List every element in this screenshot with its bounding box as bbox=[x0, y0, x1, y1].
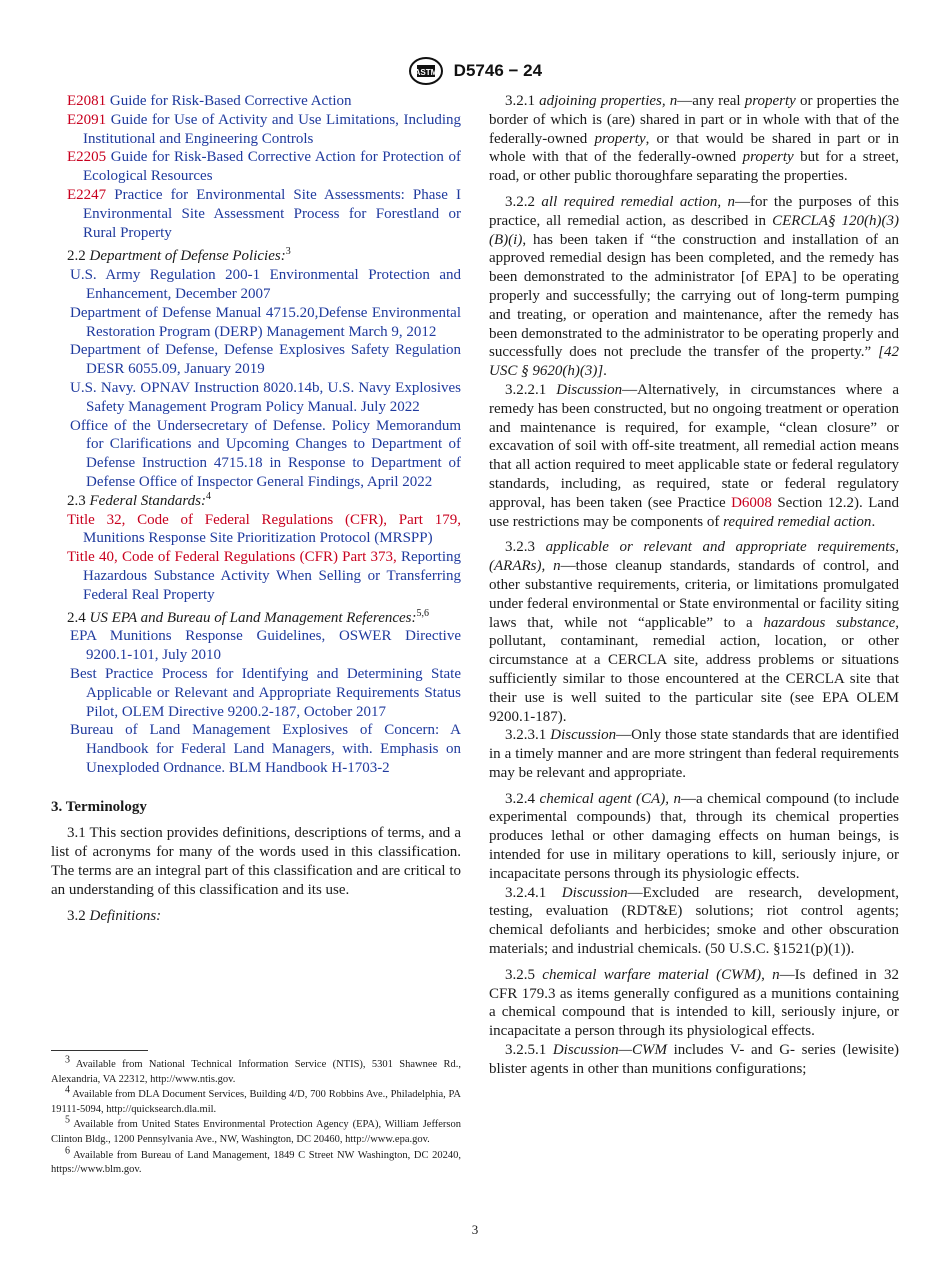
svg-text:ASTM: ASTM bbox=[414, 68, 438, 77]
footnote: $^3$ Available from National Technical Information Service (NTIS), 5301 Shawnee Rd., Alexandria, VA 22312, http://www.ntis.gov. bbox=[51, 1054, 461, 1085]
reference-e2081: E2081 Guide for Risk-Based Corrective Action bbox=[67, 93, 352, 109]
reference-link[interactable]: E2247 bbox=[67, 186, 107, 203]
right-column bbox=[489, 92, 899, 1079]
footnote: $^6$ Available from Bureau of Land Management, 1849 C Street NW Washington, DC 20240, https://www.blm.gov. bbox=[51, 1145, 462, 1176]
astm-logo-icon bbox=[408, 56, 444, 86]
discussion-3-2-2-1: 3.2.2.1 Discussion—Alternatively, in circumstances where a remedy has been constructed, but no ongoing treatment or operation and maintenance is required, for example, “clean closure” or excavation of soil with off-site treatment, all remedial action means that all action required to meet applicable state or federal regulatory standards, including, as required, state or federal regulatory approval, has been taken (see Practice D6008 Section 12.2). Land use restrictions may be components of required remedial action. bbox=[489, 381, 900, 530]
dod-reference[interactable]: U.S. Army Regulation 200-1 Environmental Protection and Enhancement, December 2007 bbox=[70, 267, 461, 302]
reference-e2091: E2091 Guide for Use of Activity and Use Limitations, Including Institutional and Engineering Controls bbox=[67, 111, 461, 147]
discussion-3-2-3-1: 3.2.3.1 Discussion—Only those state standards that are identified in a timely manner and are more stringent than federal requirements may be relevant and appropriate. bbox=[489, 727, 900, 781]
epa-reference[interactable]: Bureau of Land Management Explosives of Concern: A Handbook for Federal Land Managers, with. Emphasis on Unexploded Ordnance. BLM Handbook H-1703-2 bbox=[70, 722, 461, 776]
footnotes bbox=[51, 1054, 462, 1179]
dod-reference[interactable]: Office of the Undersecretary of Defense. Policy Memorandum for Clarifications and Upcoming Changes to Department of Defense Instruction 4715.18 in Response to Department of Defense Office of Inspector General Findings, April 2022 bbox=[70, 417, 461, 490]
cfr-reference[interactable]: Title 40, Code of Federal Regulations (CFR) Part 373, Reporting Hazardous Substance Activity When Selling or Transferring Federal Real Property bbox=[67, 549, 461, 603]
reference-e2247: E2247 Practice for Environmental Site Assessments: Phase I Environmental Site Assessment Process for Forestland or Rural Property bbox=[67, 186, 461, 241]
dod-reference[interactable]: Department of Defense, Defense Explosives Safety Regulation DESR 6055.09, January 2019 bbox=[70, 342, 461, 378]
left-column bbox=[51, 92, 461, 925]
section-heading-terminology: 3. Terminology bbox=[51, 798, 147, 815]
reference-link[interactable]: E2081 bbox=[67, 93, 107, 109]
cfr-reference[interactable]: Title 32, Code of Federal Regulations (CFR), Part 179, Munitions Response Site Prioritization Protocol (MRSPP) bbox=[67, 511, 461, 547]
epa-reference[interactable]: Best Practice Process for Identifying and Determining State Applicable or Relevant and Appropriate Requirements Status Pilot, OLEM Directive 9200.2-187, October 2017 bbox=[70, 665, 461, 720]
footnote: $^5$ Available from United States Environmental Protection Agency (EPA), William Jefferson Clinton Bldg., 1200 Pennsylvania Ave., NW, Washington, DC 20460, http://www.epa.gov. bbox=[51, 1114, 462, 1145]
dod-reference[interactable]: U.S. Navy. OPNAV Instruction 8020.14b, U.S. Navy Explosives Safety Management Program Policy Manual. July 2022 bbox=[70, 379, 461, 415]
definition-3-2-3: 3.2.3 applicable or relevant and appropriate requirements, (ARARs), n—those cleanup standards, standards of control, and other substantive requirements, criteria, or limitations promulgated under federal environmental or State environmental or facility siting laws that, while not “applicable” to a hazardous substance, pollutant, contaminant, remedial action, location, or other circumstance at a CERCLA site, address problems or situations sufficiently similar to those encountered at the CERCLA site that their use is well suited to the particular site (see EPA OLEM 9200.1-187). bbox=[489, 539, 900, 725]
page-number: 3 bbox=[471, 1222, 479, 1237]
section-3-2: 3.2 Definitions: bbox=[67, 907, 162, 924]
section-2-4: 2.4 US EPA and Bureau of Land Management References:$^{5,6}$ bbox=[67, 607, 430, 626]
definition-3-2-1: 3.2.1 adjoining properties, n—any real property or properties the border of which is (are) shared in part or in whole with that of the federally-owned property, or that would be shared in part or in whole with that of the federally-owned property but for a street, road, or other public thoroughfare separating the properties. bbox=[489, 93, 900, 185]
document-number: D5746 − 24 bbox=[453, 61, 543, 80]
reference-link[interactable]: E2091 bbox=[67, 111, 107, 128]
discussion-3-2-4-1: 3.2.4.1 Discussion—Excluded are research, development, testing, evaluation (RDT&E) solutions; riot control agents; chemical defoliants and herbicides; smoke and other obscuration materials; and industrial chemicals. (50 U.S.C. §1521(p)(1)). bbox=[489, 884, 900, 958]
page-header bbox=[0, 56, 950, 86]
reference-e2205: E2205 Guide for Risk-Based Corrective Action for Protection of Ecological Resources bbox=[67, 149, 461, 185]
section-2-3: 2.3 Federal Standards:$^4$ bbox=[67, 490, 212, 509]
discussion-3-2-5-1: 3.2.5.1 Discussion—CWM includes V- and G- series (lewisite) blister agents in other than munitions configurations; bbox=[489, 1042, 900, 1077]
section-3-1: 3.1 This section provides definitions, descriptions of terms, and a list of acronyms for many of the words used in this classification. The terms are an integral part of this classification and are critical to an understanding of this classification and its use. bbox=[51, 825, 461, 898]
footnote-divider bbox=[51, 1050, 148, 1051]
epa-reference[interactable]: EPA Munitions Response Guidelines, OSWER Directive 9200.1-101, July 2010 bbox=[70, 628, 461, 664]
footnote: $^4$ Available from DLA Document Services, Building 4/D, 700 Robbins Ave., Philadelphia, PA 19111-5094, http://quicksearch.dla.mil. bbox=[51, 1084, 461, 1115]
definition-3-2-4: 3.2.4 chemical agent (CA), n—a chemical compound (to include experimental compounds) that, through its chemical properties produces lethal or other damaging effects on human beings, is intended for use in military operations to kill, seriously injure, or incapacitate persons through its physiologic effects. bbox=[489, 790, 900, 882]
definition-3-2-5: 3.2.5 chemical warfare material (CWM), n—Is defined in 32 CFR 179.3 as items generally configured as a munitions containing a chemical compound that is intended to kill, seriously injure, or incapacitate a person through its physiological effects. bbox=[489, 966, 900, 1040]
reference-link[interactable]: E2205 bbox=[67, 149, 107, 166]
definition-3-2-2: 3.2.2 all required remedial action, n—for the purposes of this practice, all remedial action, as described in CERCLA§ 120(h)(3)(B)(i), has been taken if “the construction and installation of an approved remedial design has been completed, and the remedy has been demonstrated to the administrator [of EPA] to be operating properly and successfully; the carrying out of long-term pumping and treating, or operation and maintenance, after the remedy has been demonstrated to the administrator to be operating properly and successfully does not preclude the transfer of the property.” [42 USC § 9620(h)(3)]. bbox=[489, 193, 900, 380]
dod-reference[interactable]: Department of Defense Manual 4715.20,Defense Environmental Restoration Program (DERP) Management March 9, 2012 bbox=[70, 304, 461, 340]
reference-link-d6008[interactable]: D6008 bbox=[731, 494, 772, 511]
section-2-2: 2.2 Department of Defense Policies:$^3$ bbox=[67, 246, 291, 265]
